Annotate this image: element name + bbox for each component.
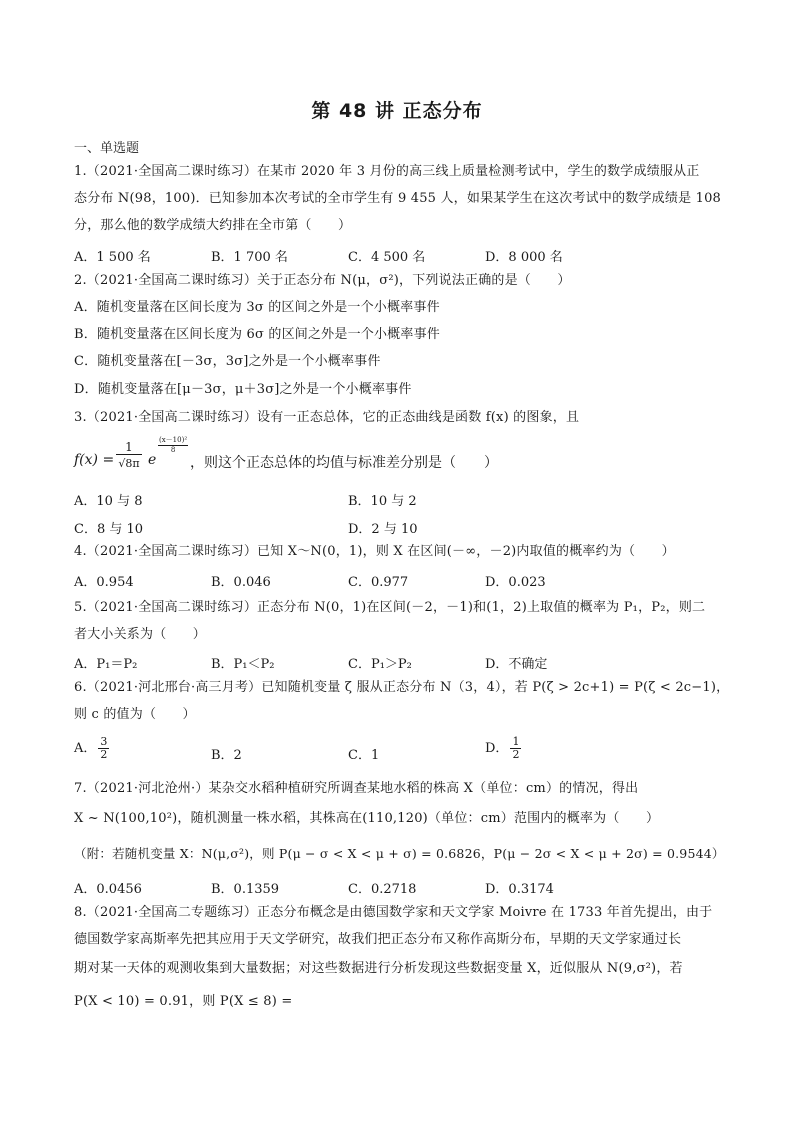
q2-line-1: 2.（2021·全国高二课时练习）关于正态分布 N(μ，σ²)，下列说法正确的是（ ） — [74, 273, 571, 288]
q4-option-b: B．0.046 — [211, 575, 271, 590]
q6-a-denominator: 2 — [100, 748, 108, 761]
q3-line-2: ，则这个正态总体的均值与标准差分别是（ ） — [190, 455, 498, 471]
exponent-denominator: 8 — [170, 446, 176, 454]
q3-option-c: C．8 与 10 — [74, 522, 144, 537]
formula-exponent — [158, 436, 188, 454]
q4-option-a: A．0.954 — [74, 575, 134, 590]
formula-lhs: f(x) = — [74, 452, 115, 468]
q5-option-c: C．P₁＞P₂ — [348, 657, 412, 672]
section-heading: 一、单选题 — [74, 141, 140, 156]
q6-option-d-fraction — [510, 736, 521, 761]
q7-option-b: B．0.1359 — [211, 882, 280, 897]
q8-line-3: 期对某一天体的观测收集到大量数据；对这些数据进行分析发现这些数据变量 X，近似服从 N(9,σ²)，若 — [74, 961, 683, 976]
q6-d-numerator: 1 — [512, 735, 520, 748]
formula-numerator: 1 — [116, 440, 142, 455]
page-title: 第 48 讲 正态分布 — [311, 100, 483, 122]
q6-d-denominator: 2 — [512, 748, 520, 761]
q7-line-2: X ~ N(100,10²)，随机测量一株水稻，其株高在(110,120)（单位：cm）范围内的概率为（ ） — [74, 811, 660, 826]
q6-option-d — [485, 736, 523, 761]
q6-option-d-label: D． — [485, 741, 509, 756]
q6-option-a — [74, 736, 111, 761]
q7-line-1: 7.（2021·河北沧州·）某杂交水稻种植研究所调查某地水稻的株高 X（单位：cm）的情况，得出 — [74, 781, 639, 796]
q5-line-2: 者大小关系为（ ） — [74, 627, 207, 642]
q3-option-a: A．10 与 8 — [74, 494, 143, 509]
q7-option-a: A．0.0456 — [74, 882, 142, 897]
q6-line-2: 则 c 的值为（ ） — [74, 707, 196, 722]
q2-option-b: B．随机变量落在区间长度为 6σ 的区间之外是一个小概率事件 — [74, 327, 440, 342]
q4-option-d: D．0.023 — [485, 575, 546, 590]
q3-option-b: B．10 与 2 — [348, 494, 417, 509]
q4-line-1: 4.（2021·全国高二课时练习）已知 X～N(0，1)，则 X 在区间(－∞，－2)内取值的概率约为（ ） — [74, 544, 675, 559]
formula-e: e — [148, 452, 157, 468]
q1-option-d: D．8 000 名 — [485, 250, 563, 265]
q6-option-a-fraction — [98, 736, 109, 761]
q6-option-b: B．2 — [211, 748, 242, 763]
q6-a-numerator: 3 — [100, 735, 108, 748]
q5-line-1: 5.（2021·全国高二课时练习）正态分布 N(0，1)在区间(－2，－1)和(1，2)上取值的概率为 P₁，P₂，则二 — [74, 600, 706, 615]
q3-option-d: D．2 与 10 — [348, 522, 418, 537]
q1-line-1: 1.（2021·全国高二课时练习）在某市 2020 年 3 月份的高三线上质量检测考试中，学生的数学成绩服从正 — [74, 164, 700, 179]
q7-note: （附：若随机变量 X：N(μ,σ²)，则 P(μ − σ < X < μ + σ) = 0.6826，P(μ − 2σ < X < μ + 2σ) = 0.9544） — [74, 846, 725, 861]
q4-option-c: C．0.977 — [348, 575, 409, 590]
q1-line-2: 态分布 N(98，100)．已知参加本次考试的全市学生有 9 455 人，如果某学生在这次考试中的数学成绩是 108 — [74, 191, 722, 206]
q5-option-d: D．不确定 — [485, 657, 548, 672]
q7-option-d: D．0.3174 — [485, 882, 554, 897]
q8-line-1: 8.（2021·全国高二专题练习）正态分布概念是由德国数学家和天文学家 Moivre 在 1733 年首先提出，由于 — [74, 905, 713, 920]
q5-option-b: B．P₁＜P₂ — [211, 657, 275, 672]
q2-option-a: A．随机变量落在区间长度为 3σ 的区间之外是一个小概率事件 — [74, 300, 440, 315]
q1-option-c: C．4 500 名 — [348, 250, 426, 265]
q1-option-b: B．1 700 名 — [211, 250, 288, 265]
q3-line-1: 3.（2021·全国高二课时练习）设有一正态总体，它的正态曲线是函数 f(x) 的图象，且 — [74, 410, 580, 425]
q8-line-4: P(X < 10) = 0.91，则 P(X ≤ 8) = — [74, 994, 293, 1009]
formula-fraction — [116, 440, 142, 473]
exponent-numerator: (x－10)² — [159, 436, 188, 444]
q6-option-c: C．1 — [348, 748, 380, 763]
q7-option-c: C．0.2718 — [348, 882, 417, 897]
q1-option-a: A．1 500 名 — [74, 250, 151, 265]
q2-option-c: C．随机变量落在[－3σ，3σ]之外是一个小概率事件 — [74, 354, 381, 369]
q2-option-d: D．随机变量落在[μ－3σ，μ＋3σ]之外是一个小概率事件 — [74, 382, 412, 397]
q6-line-1: 6.（2021·河北邢台·高三月考）已知随机变量 ζ 服从正态分布 N（3，4），若 P(ζ > 2c+1) = P(ζ < 2c−1)， — [74, 680, 730, 695]
q1-line-3: 分，那么他的数学成绩大约排在全市第（ ） — [74, 218, 352, 233]
q5-option-a: A．P₁＝P₂ — [74, 657, 138, 672]
q8-line-2: 德国数学家高斯率先把其应用于天文学研究，故我们把正态分布又称作高斯分布，早期的天文学家通过长 — [74, 932, 682, 947]
formula-denominator: √8π — [118, 457, 140, 470]
q6-option-a-label: A． — [74, 741, 97, 756]
